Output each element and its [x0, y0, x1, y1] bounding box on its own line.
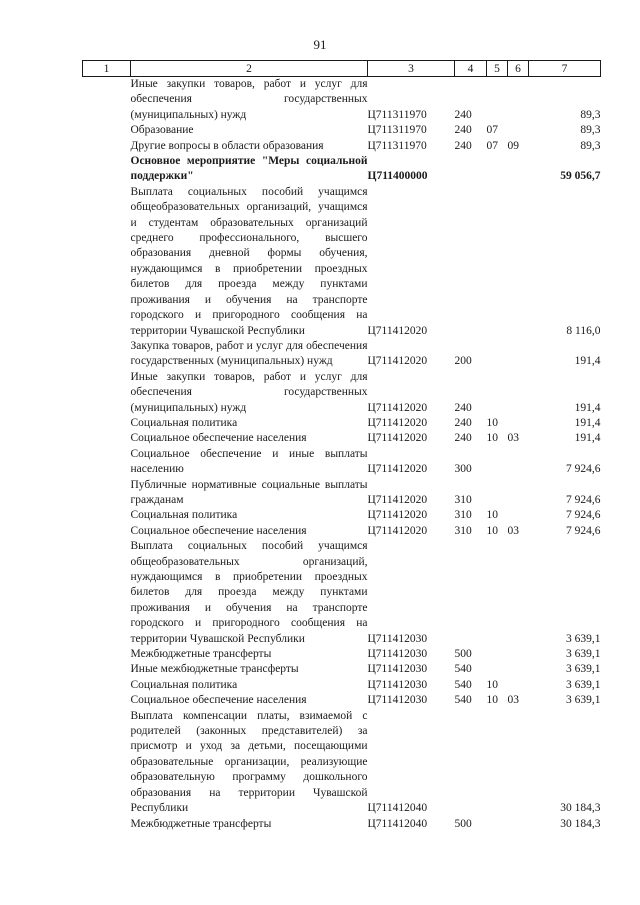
- header-col-1: 1: [83, 61, 131, 77]
- row-expense-type: [455, 185, 487, 339]
- row-target-code: Ц711412020: [367, 324, 428, 337]
- row-expense-type: [455, 154, 487, 185]
- table-row: [83, 662, 601, 677]
- row-amount: 8 116,0: [566, 324, 601, 337]
- row-section: [487, 709, 508, 817]
- row-subsection: 03: [507, 432, 519, 445]
- row-amount: 30 184,3: [560, 817, 601, 830]
- row-expense-type: 240: [454, 432, 472, 445]
- row-section: [487, 185, 508, 339]
- row-name: Закупка товаров, работ и услуг для обеспечения государственных (муниципальных) нужд: [130, 339, 368, 368]
- row-name: Основное мероприятие "Меры социальной поддержки": [130, 155, 368, 183]
- row-expense-type: 310: [454, 509, 472, 522]
- row-name: Образование: [130, 124, 194, 137]
- header-col-7: 7: [529, 61, 601, 77]
- row-target-code: Ц711311970: [367, 139, 427, 152]
- row-section: 10: [486, 694, 498, 707]
- table-row: [83, 709, 601, 817]
- row-target-code: Ц711412020: [367, 401, 428, 414]
- row-amount: 3 639,1: [566, 694, 601, 707]
- table-row: [83, 370, 601, 416]
- row-section: 10: [486, 509, 498, 522]
- row-expense-type: 500: [454, 648, 472, 661]
- row-subsection: [508, 77, 529, 124]
- row-target-code: Ц711412020: [367, 432, 428, 445]
- row-subsection: [508, 817, 529, 832]
- row-col-1: [83, 678, 131, 693]
- row-col-1: [83, 154, 131, 185]
- row-amount: 30 184,3: [560, 802, 601, 815]
- row-amount: 89,3: [580, 108, 601, 121]
- row-section: [487, 817, 508, 832]
- row-subsection: [508, 539, 529, 647]
- row-subsection: [508, 416, 529, 431]
- row-name: Выплата социальных пособий учащимся общеобразовательных организаций, учащимся и студентам образовательных организаций среднего профессионального, высшего образования дневной формы обучения, нуждающимся в приобретении проездных билетов для проезда между пунктами проживания и обучения на транспорте городского и пригородного сообщения на территории Чувашской Республики: [130, 185, 368, 337]
- row-col-1: [83, 508, 131, 523]
- table-row: [83, 139, 601, 154]
- header-row: [83, 61, 601, 77]
- row-expense-type: 540: [454, 678, 472, 691]
- row-amount: 89,3: [580, 124, 601, 137]
- table-header: [83, 61, 601, 77]
- row-amount: 7 924,6: [566, 524, 601, 537]
- row-amount: 3 639,1: [566, 632, 601, 645]
- row-target-code: Ц711412030: [367, 648, 428, 661]
- row-section: 10: [486, 416, 498, 429]
- row-amount: 3 639,1: [566, 663, 601, 676]
- table-row: [83, 123, 601, 138]
- row-amount: 191,4: [574, 416, 601, 429]
- row-section: [487, 539, 508, 647]
- row-target-code: Ц711412020: [367, 493, 428, 506]
- row-subsection: [508, 508, 529, 523]
- header-col-2: 2: [131, 61, 368, 77]
- row-subsection: [508, 370, 529, 416]
- row-col-1: [83, 539, 131, 647]
- row-amount: 191,4: [574, 355, 601, 368]
- row-expense-type: 240: [454, 124, 472, 137]
- table-row: [83, 693, 601, 708]
- row-expense-type: 240: [454, 108, 472, 121]
- row-col-1: [83, 123, 131, 138]
- row-section: [487, 370, 508, 416]
- row-col-1: [83, 817, 131, 832]
- table-row: [83, 339, 601, 370]
- row-target-code: Ц711412040: [367, 802, 428, 815]
- row-section: [487, 662, 508, 677]
- row-expense-type: 240: [454, 401, 472, 414]
- row-name: Социальное обеспечение населения: [130, 524, 307, 537]
- header-col-6: 6: [508, 61, 529, 77]
- row-target-code: Ц711412020: [367, 355, 428, 368]
- row-section: [487, 478, 508, 509]
- row-subsection: 03: [507, 524, 519, 537]
- table-row: [83, 478, 601, 509]
- row-col-1: [83, 524, 131, 539]
- row-name: Выплата социальных пособий учащимся общеобразовательных организаций, нуждающимся в приобретении проездных билетов для проезда между пунктами проживания и обучения на транспорте городского и пригородного сообщения на территории Чувашской Республики: [130, 540, 368, 645]
- row-section: 10: [486, 432, 498, 445]
- row-section: 07: [486, 124, 498, 137]
- row-name: Социальная политика: [130, 509, 238, 522]
- row-expense-type: 300: [454, 463, 472, 476]
- row-expense-type: [455, 539, 487, 647]
- row-expense-type: 200: [454, 355, 472, 368]
- row-name: Иные межбюджетные трансферты: [130, 663, 299, 676]
- row-amount: 89,3: [580, 139, 601, 152]
- row-name: Социальная политика: [130, 678, 238, 691]
- row-col-1: [83, 447, 131, 478]
- table-row: [83, 678, 601, 693]
- row-expense-type: 540: [454, 694, 472, 707]
- row-expense-type: 310: [454, 524, 472, 537]
- header-col-4: 4: [455, 61, 487, 77]
- row-col-1: [83, 662, 131, 677]
- row-name: Выплата компенсации платы, взимаемой с родителей (законных представителей) за присмотр и уход за детьми, посещающими образовательные организации, реализующие образовательную программу дошкольного образования на территории Чувашской Республики: [130, 709, 368, 815]
- row-col-1: [83, 431, 131, 446]
- table-row: [83, 508, 601, 523]
- row-target-code: Ц711412030: [367, 678, 428, 691]
- row-target-code: Ц711412040: [367, 817, 428, 830]
- row-amount: 7 924,6: [566, 493, 601, 506]
- row-section: 10: [486, 524, 498, 537]
- row-col-1: [83, 416, 131, 431]
- row-target-code: Ц711400000: [367, 170, 428, 183]
- row-section: [487, 77, 508, 124]
- row-subsection: [508, 339, 529, 370]
- row-target-code: Ц711412030: [367, 694, 428, 707]
- table-row: [83, 447, 601, 478]
- budget-table: [82, 60, 601, 832]
- row-subsection: [508, 185, 529, 339]
- row-expense-type: [455, 709, 487, 817]
- row-col-1: [83, 709, 131, 817]
- row-name: Межбюджетные трансферты: [130, 648, 272, 661]
- row-target-code: Ц711311970: [367, 108, 427, 121]
- row-amount: 7 924,6: [566, 463, 601, 476]
- row-target-code: Ц711412030: [367, 632, 428, 645]
- row-subsection: [508, 647, 529, 662]
- row-name: Социальное обеспечение населения: [130, 432, 307, 445]
- row-target-code: Ц711412020: [367, 524, 428, 537]
- header-col-3: 3: [368, 61, 455, 77]
- row-section: 07: [486, 139, 498, 152]
- row-name: Социальная политика: [130, 416, 238, 429]
- row-name: Социальное обеспечение и иные выплаты населению: [130, 447, 368, 476]
- row-subsection: [508, 662, 529, 677]
- row-target-code: Ц711412020: [367, 509, 428, 522]
- row-col-1: [83, 139, 131, 154]
- row-target-code: Ц711412020: [367, 416, 428, 429]
- row-amount: 3 639,1: [566, 678, 601, 691]
- row-subsection: [508, 447, 529, 478]
- row-section: [487, 154, 508, 185]
- row-section: [487, 447, 508, 478]
- row-expense-type: 240: [454, 416, 472, 429]
- row-expense-type: 500: [454, 817, 472, 830]
- row-col-1: [83, 647, 131, 662]
- row-name: Другие вопросы в области образования: [130, 139, 324, 152]
- row-amount: 191,4: [574, 432, 601, 445]
- row-name: Социальное обеспечение населения: [130, 694, 307, 707]
- row-amount: 191,4: [574, 401, 601, 414]
- row-subsection: [508, 123, 529, 138]
- table-row: [83, 539, 601, 647]
- row-amount: 59 056,7: [560, 170, 601, 183]
- table-row: [83, 817, 601, 832]
- row-section: [487, 647, 508, 662]
- row-subsection: 09: [507, 139, 519, 152]
- table-row: [83, 77, 601, 124]
- table-row: [83, 416, 601, 431]
- row-subsection: [508, 678, 529, 693]
- row-col-1: [83, 478, 131, 509]
- row-expense-type: 310: [454, 493, 472, 506]
- row-expense-type: 240: [454, 139, 472, 152]
- row-col-1: [83, 185, 131, 339]
- row-target-code: Ц711412030: [367, 663, 428, 676]
- row-target-code: Ц711311970: [367, 124, 427, 137]
- row-section: [487, 339, 508, 370]
- row-expense-type: 540: [454, 663, 472, 676]
- table-row: [83, 524, 601, 539]
- row-name: Иные закупки товаров, работ и услуг для обеспечения государственных (муниципальных) нужд: [130, 78, 368, 121]
- row-target-code: Ц711412020: [367, 463, 428, 476]
- row-col-1: [83, 693, 131, 708]
- row-subsection: [508, 478, 529, 509]
- row-subsection: [508, 709, 529, 817]
- row-name: Иные закупки товаров, работ и услуг для обеспечения государственных (муниципальных) нужд: [130, 370, 368, 414]
- row-subsection: 03: [507, 694, 519, 707]
- table-body: [83, 77, 601, 832]
- page-number: 91: [313, 37, 327, 52]
- row-amount: 3 639,1: [566, 648, 601, 661]
- row-name: Публичные нормативные социальные выплаты гражданам: [130, 478, 368, 506]
- table-row: [83, 647, 601, 662]
- row-col-1: [83, 370, 131, 416]
- table-row: [83, 185, 601, 339]
- row-subsection: [508, 154, 529, 185]
- row-amount: 7 924,6: [566, 509, 601, 522]
- row-col-1: [83, 339, 131, 370]
- row-name: Межбюджетные трансферты: [130, 817, 272, 830]
- table-row: [83, 431, 601, 446]
- header-col-5: 5: [487, 61, 508, 77]
- row-section: 10: [486, 678, 498, 691]
- row-col-1: [83, 77, 131, 124]
- table-row: [83, 154, 601, 185]
